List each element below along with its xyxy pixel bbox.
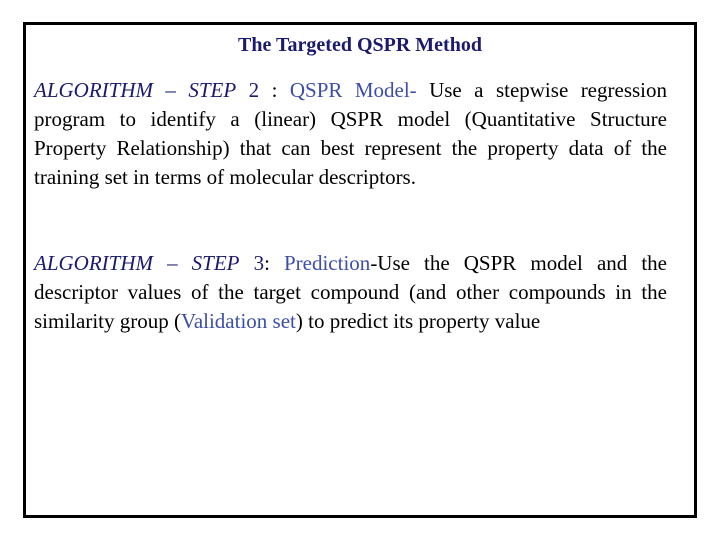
step-2-body: Use a stepwise regression program to identify a (linear) QSPR model (Quantitative Structure Property Relationship) that can best represent the property data of the training set in terms of molecular descriptors. [34,78,668,189]
step-2-separator: : [259,78,290,102]
step-2-number: 2 [248,78,260,102]
step-3-number: 3 [253,251,265,275]
step-3-separator: : [264,251,284,275]
validation-set-highlight: Validation set [180,309,296,333]
step-3-paragraph [34,249,667,336]
slide-frame [23,22,697,518]
step-2-label: ALGORITHM – STEP [34,78,237,102]
step-3-heading: Prediction [283,251,371,275]
step-3-body-before: -Use the QSPR model and the descriptor values of the target compound (and other compounds in the similarity group ( [34,251,667,333]
step-3-body-after: ) to predict its property value [295,309,541,333]
step-2-paragraph [34,76,667,192]
slide-title: The Targeted QSPR Method [238,34,482,56]
step-2-heading: QSPR Model- [289,78,417,102]
step-3-label: ALGORITHM – STEP [34,251,240,275]
